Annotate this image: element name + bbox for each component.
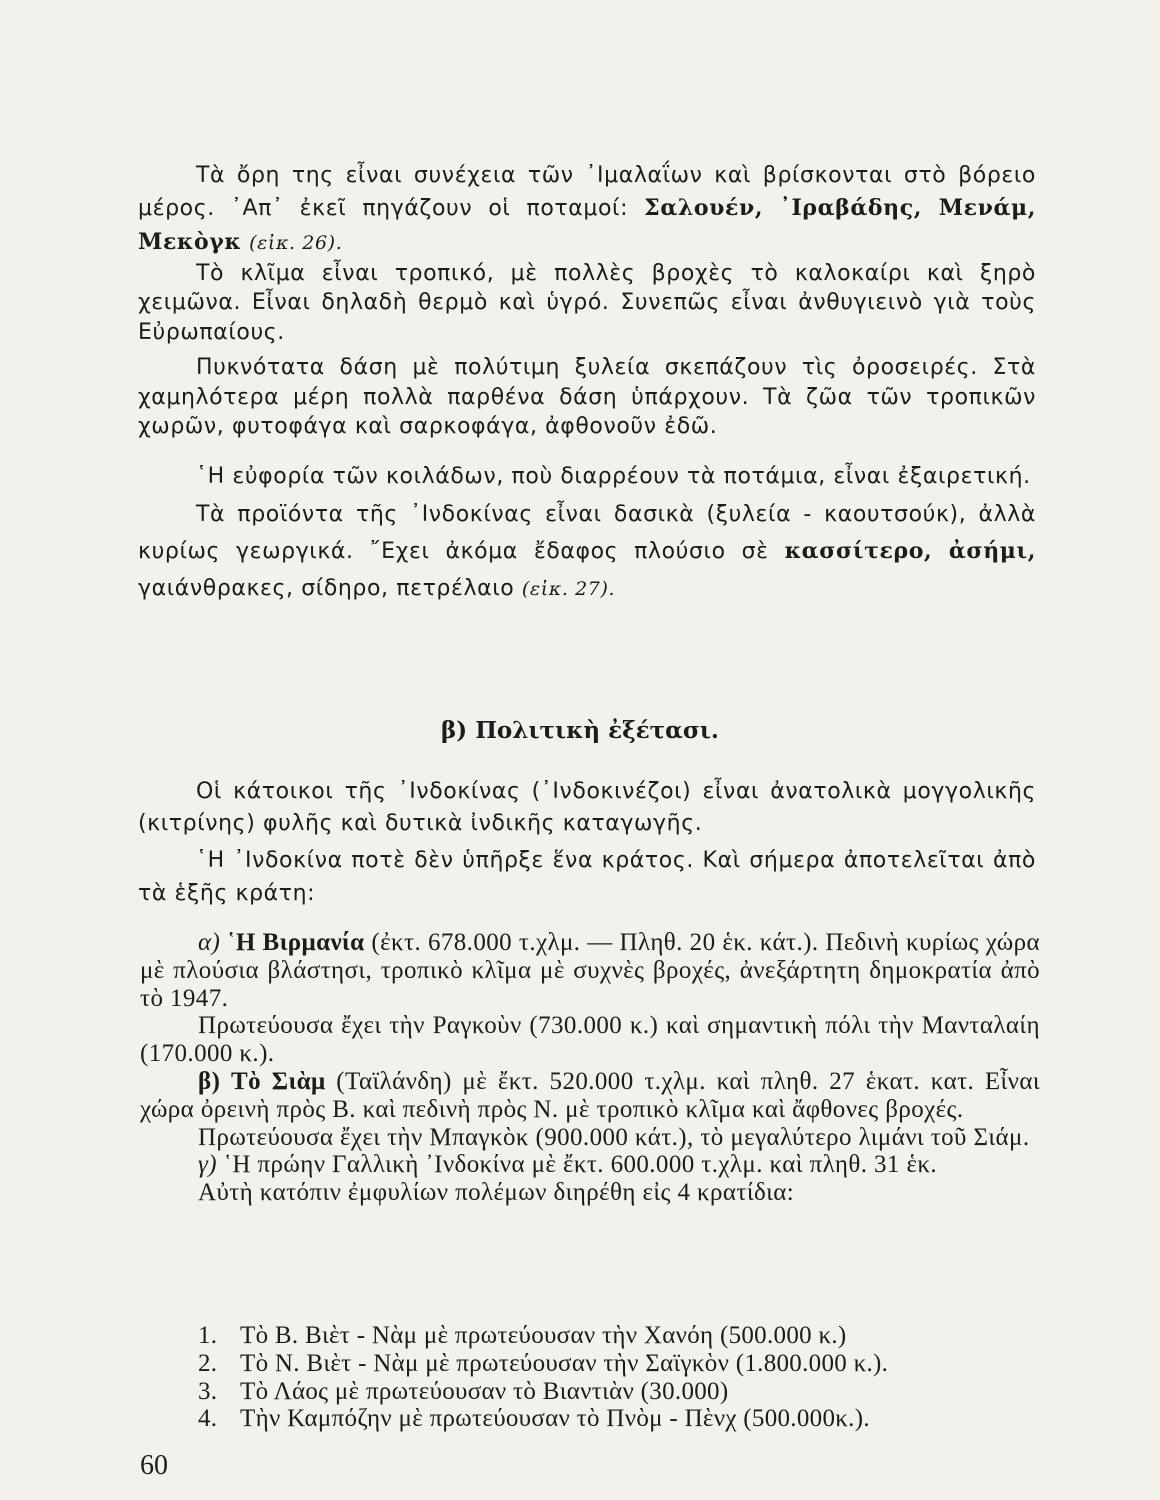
paragraph-climate: Τὸ κλῖμα εἶναι τροπικό, μὲ πολλὲς βροχὲς τὸ καλοκαίρι καὶ ξηρὸ χειμῶνα. Εἶναι δηλαδὴ θερμὸ καὶ ὑγρό. Συνεπῶς εἶναι ἀνθυγιεινὸ γιὰ τοὺς Εὐρωπαίους. — [138, 260, 1036, 345]
indochina-split: Αὐτὴ κατόπιν ἐμφυλίων πολέμων διηρέθη εἰς 4 κρατίδια: — [198, 1179, 795, 1207]
list-item: 2. Τὸ Ν. Βιὲτ - Νὰμ μὲ πρωτεύουσαν τὴν Σαϊγκὸν (1.800.000 κ.). — [198, 1349, 889, 1377]
minerals-bold: κασσίτερο, ἀσήμι, — [784, 538, 1036, 565]
physical-section — [138, 160, 1036, 608]
rivers-bold: Σαλουέν, ᾿Ιραβάδης, Μενάμ, Μεκὸγκ — [138, 195, 1036, 255]
state-burma: α) ῾Η Βιρμανία (ἐκτ. 678.000 τ.χλμ. — Πληθ. 20 ἑκ. κάτ.). Πεδινὴ κυρίως χώρα μὲ πλούσια βλάστησι, τροπικὸ κλῖμα μὲ συχνὲς βροχές, ἀνεξάρτητη δημοκρατία ἀπὸ τὸ 1947. — [140, 929, 1040, 1012]
section-heading: β) Πολιτικὴ ἐξέτασι. — [441, 717, 719, 744]
burma-name: ῾Η Βιρμανία — [227, 929, 365, 956]
political-section — [138, 776, 1036, 910]
list-item: 3. Τὸ Λάος μὲ πρωτεύουσαν τὸ Βιαντιὰν (30.000) — [198, 1377, 729, 1405]
figure-ref-26: (εἰκ. 26). — [249, 231, 343, 254]
page-number: 60 — [140, 1450, 168, 1481]
state-siam: β) Τὸ Σιὰμ (Ταϊλάνδη) μὲ ἔκτ. 520.000 τ.χλμ. καὶ πληθ. 27 ἑκατ. κατ. Εἶναι χώρα ὀρεινὴ πρὸς Β. καὶ πεδινὴ πρὸς Ν. μὲ τροπικὸ κλῖμα καὶ ἄφθονες βροχές. — [140, 1067, 1041, 1123]
paragraph-fertility: ῾Η εὐφορία τῶν κοιλάδων, ποὺ διαρρέουν τὰ ποτάμια, εἶναι ἐξαιρετική. — [196, 463, 1031, 489]
burma-capital: Πρωτεύουσα ἔχει τὴν Ραγκοὺν (730.000 κ.) καὶ σημαντικὴ πόλι τὴν Μανταλαίη (170.000 κ.). — [140, 1012, 1040, 1068]
figure-ref-27: (εἰκ. 27). — [521, 578, 616, 601]
siam-capital: Πρωτεύουσα ἔχει τὴν Μπαγκὸκ (900.000 κάτ.), τὸ μεγαλύτερο λιμάνι τοῦ Σιάμ. — [198, 1123, 1030, 1151]
states-section — [140, 929, 1040, 1207]
paragraph-products: Τὰ προϊόντα τῆς ᾿Ινδοκίνας εἶναι δασικὰ (ξυλεία - καουτσούκ), ἀλλὰ κυρίως γεωργικά. ῎Εχει ἀκόμα ἔδαφος πλούσιο σὲ κασσίτερο, ἀσήμι, γαιάνθρακες, σίδηρο, πετρέλαιο (εἰκ. 27). — [138, 502, 1036, 602]
paragraph-states-intro: ῾Η ᾿Ινδοκίνα ποτὲ δὲν ὑπῆρξε ἕνα κράτος. Καὶ σήμερα ἀποτελεῖται ἀπὸ τὰ ἑξῆς κράτη: — [138, 847, 1036, 906]
paragraph-inhabitants: Οἱ κάτοικοι τῆς ᾿Ινδοκίνας (᾿Ινδοκινέζοι) εἶναι ἀνατολικὰ μογγολικῆς (κιτρίνης) φυλῆς καὶ δυτικὰ ἰνδικῆς καταγωγῆς. — [138, 779, 1036, 837]
siam-name: Τὸ Σιὰμ — [231, 1067, 326, 1095]
list-item: 4. Τὴν Καμπόζην μὲ πρωτεύουσαν τὸ Πνὸμ - Πὲνχ (500.000κ.). — [198, 1405, 870, 1433]
state-french-indochina: γ) ῾Η πρώην Γαλλικὴ ᾿Ινδοκίνα μὲ ἔκτ. 600.000 τ.χλμ. καὶ πληθ. 31 ἑκ. — [198, 1151, 938, 1179]
list-item: 1. Τὸ Β. Βιὲτ - Νὰμ μὲ πρωτεύουσαν τὴν Χανόη (500.000 κ.) — [198, 1322, 847, 1349]
paragraph-mountains: Τὰ ὄρη της εἶναι συνέχεια τῶν ᾿Ιμαλαΐων καὶ βρίσκονται στὸ βόρειο μέρος. ᾿Απ᾿ ἐκεῖ πηγάζουν οἱ ποταμοί: Σαλουέν, ᾿Ιραβάδης, Μενάμ, Μεκὸγκ (εἰκ. 26). — [138, 163, 1036, 255]
paragraph-forests: Πυκνότατα δάση μὲ πολύτιμη ξυλεία σκεπάζουν τὶς ὀροσειρές. Στὰ χαμηλότερα μέρη πολλὰ παρθένα δάση ὑπάρχουν. Τὰ ζῶα τῶν τροπικῶν χωρῶν, φυτοφάγα καὶ σαρκοφάγα, ἀφθονοῦν ἐδῶ. — [138, 355, 1036, 440]
substates-list — [198, 1322, 1058, 1433]
